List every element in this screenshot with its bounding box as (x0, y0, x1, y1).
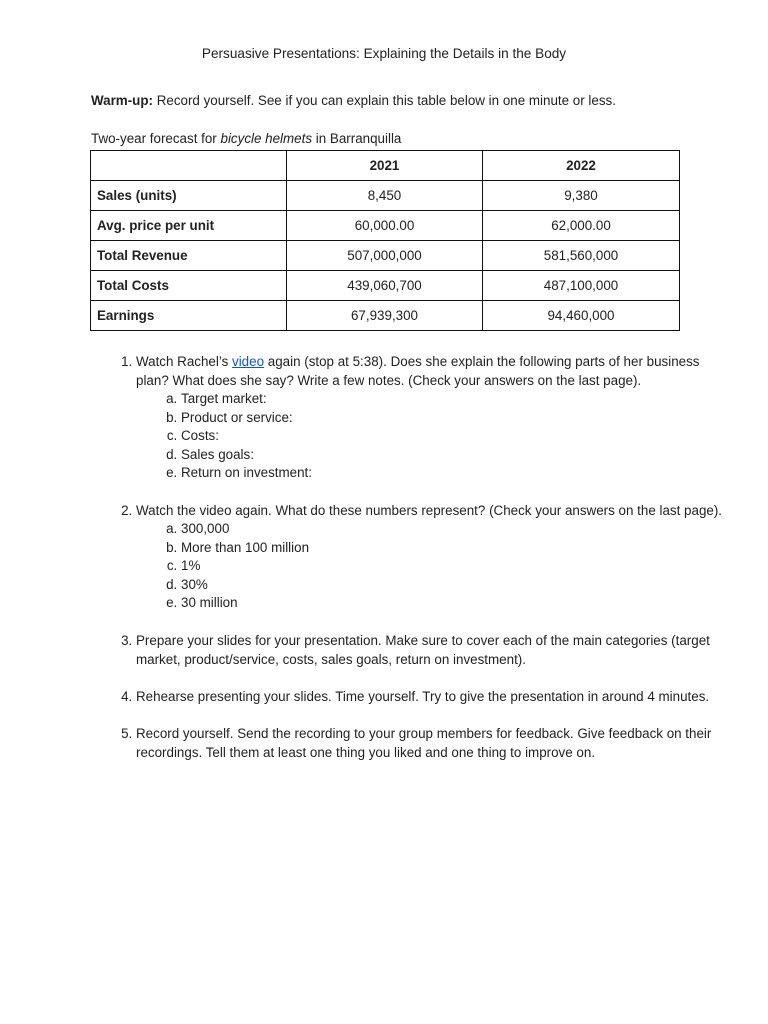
cell-2021: 507,000,000 (287, 241, 483, 271)
document-title: Persuasive Presentations: Explaining the Details in the Body (201, 46, 567, 61)
caption-prefix: Two-year forecast for (91, 131, 221, 146)
caption-suffix: in Barranquilla (312, 131, 402, 146)
list-item: d. 30% (181, 576, 726, 595)
list-item: e. Return on investment: (181, 464, 726, 483)
table-header-cell (91, 151, 287, 181)
list-item: e. 30 million (181, 594, 726, 613)
table-row (91, 301, 680, 331)
row-label: Total Revenue (91, 241, 287, 271)
task-item-4 (136, 687, 726, 706)
list-item: b. More than 100 million (181, 539, 726, 558)
task-2-text: Watch the video again. What do these numbers represent? (Check your answers on the last page). (136, 502, 723, 518)
task-5-text: Record yourself. Send the recording to your group members for feedback. Give feedback on their recordings. Tell them at least one thing you liked and one thing to improve on. (136, 725, 712, 760)
cell-2022: 94,460,000 (483, 301, 680, 331)
task-1-sublist (136, 390, 726, 483)
cell-2022: 487,100,000 (483, 271, 680, 301)
task-1-text-before: Watch Rachel’s (136, 354, 233, 369)
row-label: Total Costs (91, 271, 287, 301)
table-row (91, 211, 680, 241)
task-1-text-after: again (stop at 5:38). Does she explain the following parts of her business plan? What does she say? Write a few notes. (Check your answers on the last page). (136, 354, 700, 388)
table-header-row (91, 151, 680, 181)
row-label: Sales (units) (91, 181, 287, 211)
table-header-cell: 2022 (483, 151, 680, 181)
table-header-cell: 2021 (287, 151, 483, 181)
list-item: a. 300,000 (181, 520, 726, 539)
warmup-text: Record yourself. See if you can explain this table below in one minute or less. (152, 93, 616, 108)
cell-2021: 8,450 (287, 181, 483, 211)
row-label: Earnings (91, 301, 287, 331)
video-link[interactable]: video (232, 354, 265, 369)
cell-2021: 439,060,700 (287, 271, 483, 301)
task-item-2 (136, 501, 726, 613)
cell-2022: 581,560,000 (483, 241, 680, 271)
task-item-3 (136, 631, 726, 669)
table-caption (91, 131, 401, 146)
task-list (92, 352, 726, 780)
cell-2021: 67,939,300 (287, 301, 483, 331)
warmup-label: Warm-up: (91, 93, 153, 108)
warmup-instruction (91, 93, 616, 108)
task-item-5 (136, 724, 726, 762)
cell-2022: 9,380 (483, 181, 680, 211)
table-row (91, 241, 680, 271)
forecast-table (90, 150, 680, 331)
list-item: d. Sales goals: (181, 446, 726, 465)
list-item: a. Target market: (181, 390, 726, 409)
task-4-text: Rehearse presenting your slides. Time yourself. Try to give the presentation in around 4 minutes. (136, 688, 710, 704)
caption-italic: bicycle helmets (220, 131, 313, 146)
task-item-1 (136, 352, 726, 483)
list-item: b. Product or service: (181, 409, 726, 428)
table-row (91, 271, 680, 301)
table-row (91, 181, 680, 211)
task-3-text: Prepare your slides for your presentation. Make sure to cover each of the main categories (target market, product/service, costs, sales goals, return on investment). (136, 632, 710, 667)
row-label: Avg. price per unit (91, 211, 287, 241)
cell-2022: 62,000.00 (483, 211, 680, 241)
list-item: c. 1% (181, 557, 726, 576)
task-2-sublist (136, 520, 726, 613)
list-item: c. Costs: (181, 427, 726, 446)
cell-2021: 60,000.00 (287, 211, 483, 241)
